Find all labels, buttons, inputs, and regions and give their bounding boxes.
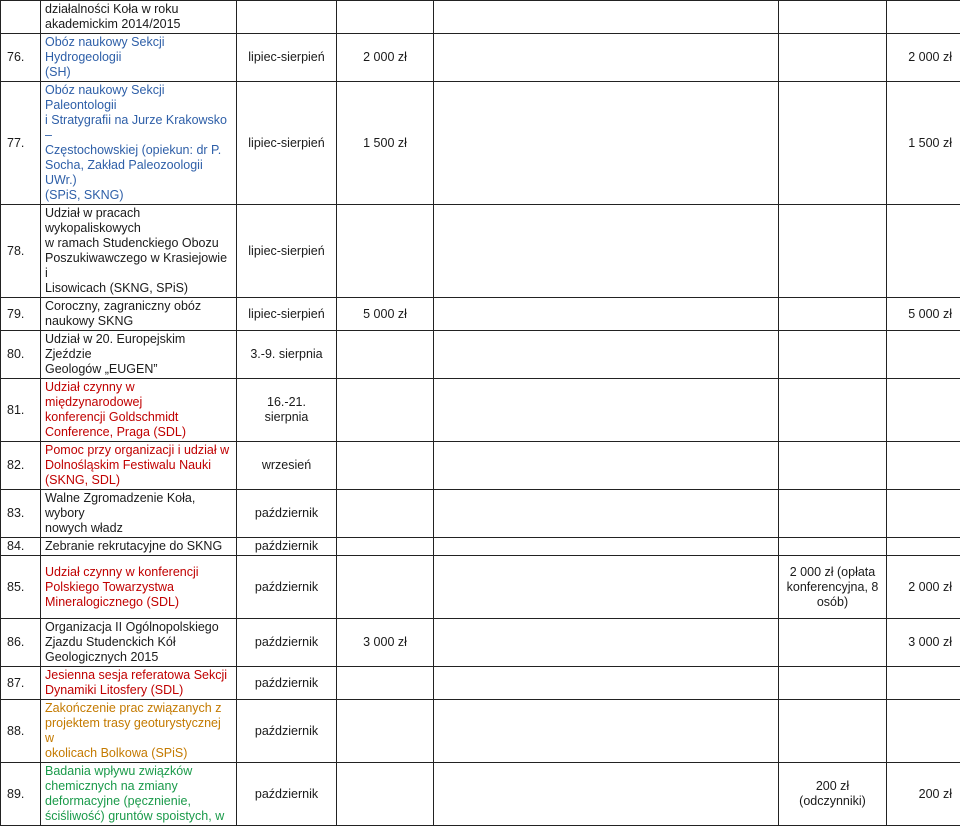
row-number: 77. bbox=[1, 82, 41, 205]
activity-total: 2 000 zł bbox=[887, 34, 960, 82]
activity-term: 3.-9. sierpnia bbox=[237, 331, 337, 379]
table-row bbox=[1, 379, 960, 442]
activity-term: październik bbox=[237, 667, 337, 700]
activity-term: lipiec-sierpień bbox=[237, 34, 337, 82]
activity-name: Obóz naukowy Sekcji Hydrogeologii (SH) bbox=[41, 34, 237, 82]
row-number: 87. bbox=[1, 667, 41, 700]
activity-name: Udział czynny w konferencji Polskiego Towarzystwa Mineralogicznego (SDL) bbox=[41, 556, 237, 619]
table-row bbox=[1, 298, 960, 331]
row-number: 85. bbox=[1, 556, 41, 619]
activity-name: Obóz naukowy Sekcji Paleontologii i Stratygrafii na Jurze Krakowsko – Częstochowskiej (opiekun: dr P. Socha, Zakład Paleozoologii UWr.) (SPiS, SKNG) bbox=[41, 82, 237, 205]
row-number: 84. bbox=[1, 538, 41, 556]
activity-name: Udział w pracach wykopaliskowych w ramach Studenckiego Obozu Poszukiwawczego w Krasiejowie i Lisowicach (SKNG, SPiS) bbox=[41, 205, 237, 298]
activity-term: październik bbox=[237, 619, 337, 667]
activity-name: Udział czynny w międzynarodowej konferencji Goldschmidt Conference, Praga (SDL) bbox=[41, 379, 237, 442]
row-number: 79. bbox=[1, 298, 41, 331]
activity-name: Coroczny, zagraniczny obóz naukowy SKNG bbox=[41, 298, 237, 331]
activity-total bbox=[887, 379, 960, 442]
activity-support bbox=[434, 82, 779, 205]
activity-term: lipiec-sierpień bbox=[237, 82, 337, 205]
activity-support bbox=[434, 442, 779, 490]
activity-support bbox=[434, 205, 779, 298]
activity-support bbox=[434, 538, 779, 556]
activity-support bbox=[434, 490, 779, 538]
activity-support bbox=[434, 331, 779, 379]
activity-support bbox=[434, 379, 779, 442]
activity-total: 2 000 zł bbox=[887, 556, 960, 619]
activity-cost bbox=[337, 763, 434, 826]
activity-total bbox=[887, 538, 960, 556]
row-number: 76. bbox=[1, 34, 41, 82]
activity-cost bbox=[337, 490, 434, 538]
table-row bbox=[1, 442, 960, 490]
activity-name: Walne Zgromadzenie Koła, wybory nowych władz bbox=[41, 490, 237, 538]
activity-term: lipiec-sierpień bbox=[237, 298, 337, 331]
activity-term: wrzesień bbox=[237, 442, 337, 490]
row-number: 88. bbox=[1, 700, 41, 763]
activity-cost: 3 000 zł bbox=[337, 619, 434, 667]
activity-name: Organizacja II Ogólnopolskiego Zjazdu Studenckich Kół Geologicznych 2015 bbox=[41, 619, 237, 667]
activity-name: Zakończenie prac związanych z projektem trasy geoturystycznej w okolicach Bolkowa (SPiS) bbox=[41, 700, 237, 763]
activity-term: październik bbox=[237, 763, 337, 826]
row-number: 81. bbox=[1, 379, 41, 442]
row-number: 83. bbox=[1, 490, 41, 538]
table-row bbox=[1, 763, 960, 826]
activity-support bbox=[434, 619, 779, 667]
table-row bbox=[1, 700, 960, 763]
row-number: 82. bbox=[1, 442, 41, 490]
activity-term: październik bbox=[237, 556, 337, 619]
activity-total bbox=[887, 331, 960, 379]
table-row bbox=[1, 667, 960, 700]
activity-support bbox=[434, 700, 779, 763]
activity-cost bbox=[337, 331, 434, 379]
activity-name: Zebranie rekrutacyjne do SKNG bbox=[41, 538, 237, 556]
activity-total bbox=[887, 442, 960, 490]
activity-cost bbox=[337, 379, 434, 442]
activity-name: Badania wpływu związków chemicznych na zmiany deformacyjne (pęcznienie, ściśliwość) gruntów spoistych, w bbox=[41, 763, 237, 826]
activity-total: 3 000 zł bbox=[887, 619, 960, 667]
activity-total bbox=[887, 205, 960, 298]
row-number: 80. bbox=[1, 331, 41, 379]
activity-support: 200 zł (odczynniki) bbox=[779, 763, 887, 826]
row-number bbox=[1, 1, 41, 34]
table-row bbox=[1, 538, 960, 556]
activity-term: październik bbox=[237, 538, 337, 556]
table-row bbox=[1, 331, 960, 379]
activity-support: 2 000 zł (opłata konferencyjna, 8 osób) bbox=[779, 556, 887, 619]
activity-cost: 1 500 zł bbox=[337, 82, 434, 205]
activity-cost bbox=[337, 700, 434, 763]
activity-total bbox=[887, 700, 960, 763]
table-row bbox=[1, 1, 960, 34]
activity-term: 16.-21. sierpnia bbox=[237, 379, 337, 442]
row-number: 78. bbox=[1, 205, 41, 298]
activity-total: 200 zł bbox=[887, 763, 960, 826]
row-number: 89. bbox=[1, 763, 41, 826]
activity-cost: 5 000 zł bbox=[337, 298, 434, 331]
activity-name: działalności Koła w roku akademickim 2014/2015 bbox=[41, 1, 237, 34]
table-row bbox=[1, 619, 960, 667]
activity-cost bbox=[337, 538, 434, 556]
activity-total: 1 500 zł bbox=[887, 82, 960, 205]
table-row bbox=[1, 556, 960, 619]
activity-cost bbox=[337, 556, 434, 619]
activity-total: 5 000 zł bbox=[887, 298, 960, 331]
activity-name: Pomoc przy organizacji i udział w Dolnośląskim Festiwalu Nauki (SKNG, SDL) bbox=[41, 442, 237, 490]
activity-term: październik bbox=[237, 700, 337, 763]
activity-support bbox=[434, 298, 779, 331]
activity-term: październik bbox=[237, 490, 337, 538]
activity-total bbox=[887, 490, 960, 538]
activity-cost bbox=[337, 205, 434, 298]
activity-name: Udział w 20. Europejskim Zjeździe Geologów „EUGEN” bbox=[41, 331, 237, 379]
activity-term: lipiec-sierpień bbox=[237, 205, 337, 298]
activity-cost: 2 000 zł bbox=[337, 34, 434, 82]
activity-cost bbox=[337, 667, 434, 700]
activity-cost bbox=[337, 442, 434, 490]
activity-total bbox=[887, 667, 960, 700]
activity-support bbox=[434, 34, 779, 82]
table-row bbox=[1, 205, 960, 298]
row-number: 86. bbox=[1, 619, 41, 667]
table-row bbox=[1, 34, 960, 82]
table-row bbox=[1, 490, 960, 538]
activity-name: Jesienna sesja referatowa Sekcji Dynamiki Litosfery (SDL) bbox=[41, 667, 237, 700]
activity-support bbox=[434, 667, 779, 700]
table-row bbox=[1, 82, 960, 205]
